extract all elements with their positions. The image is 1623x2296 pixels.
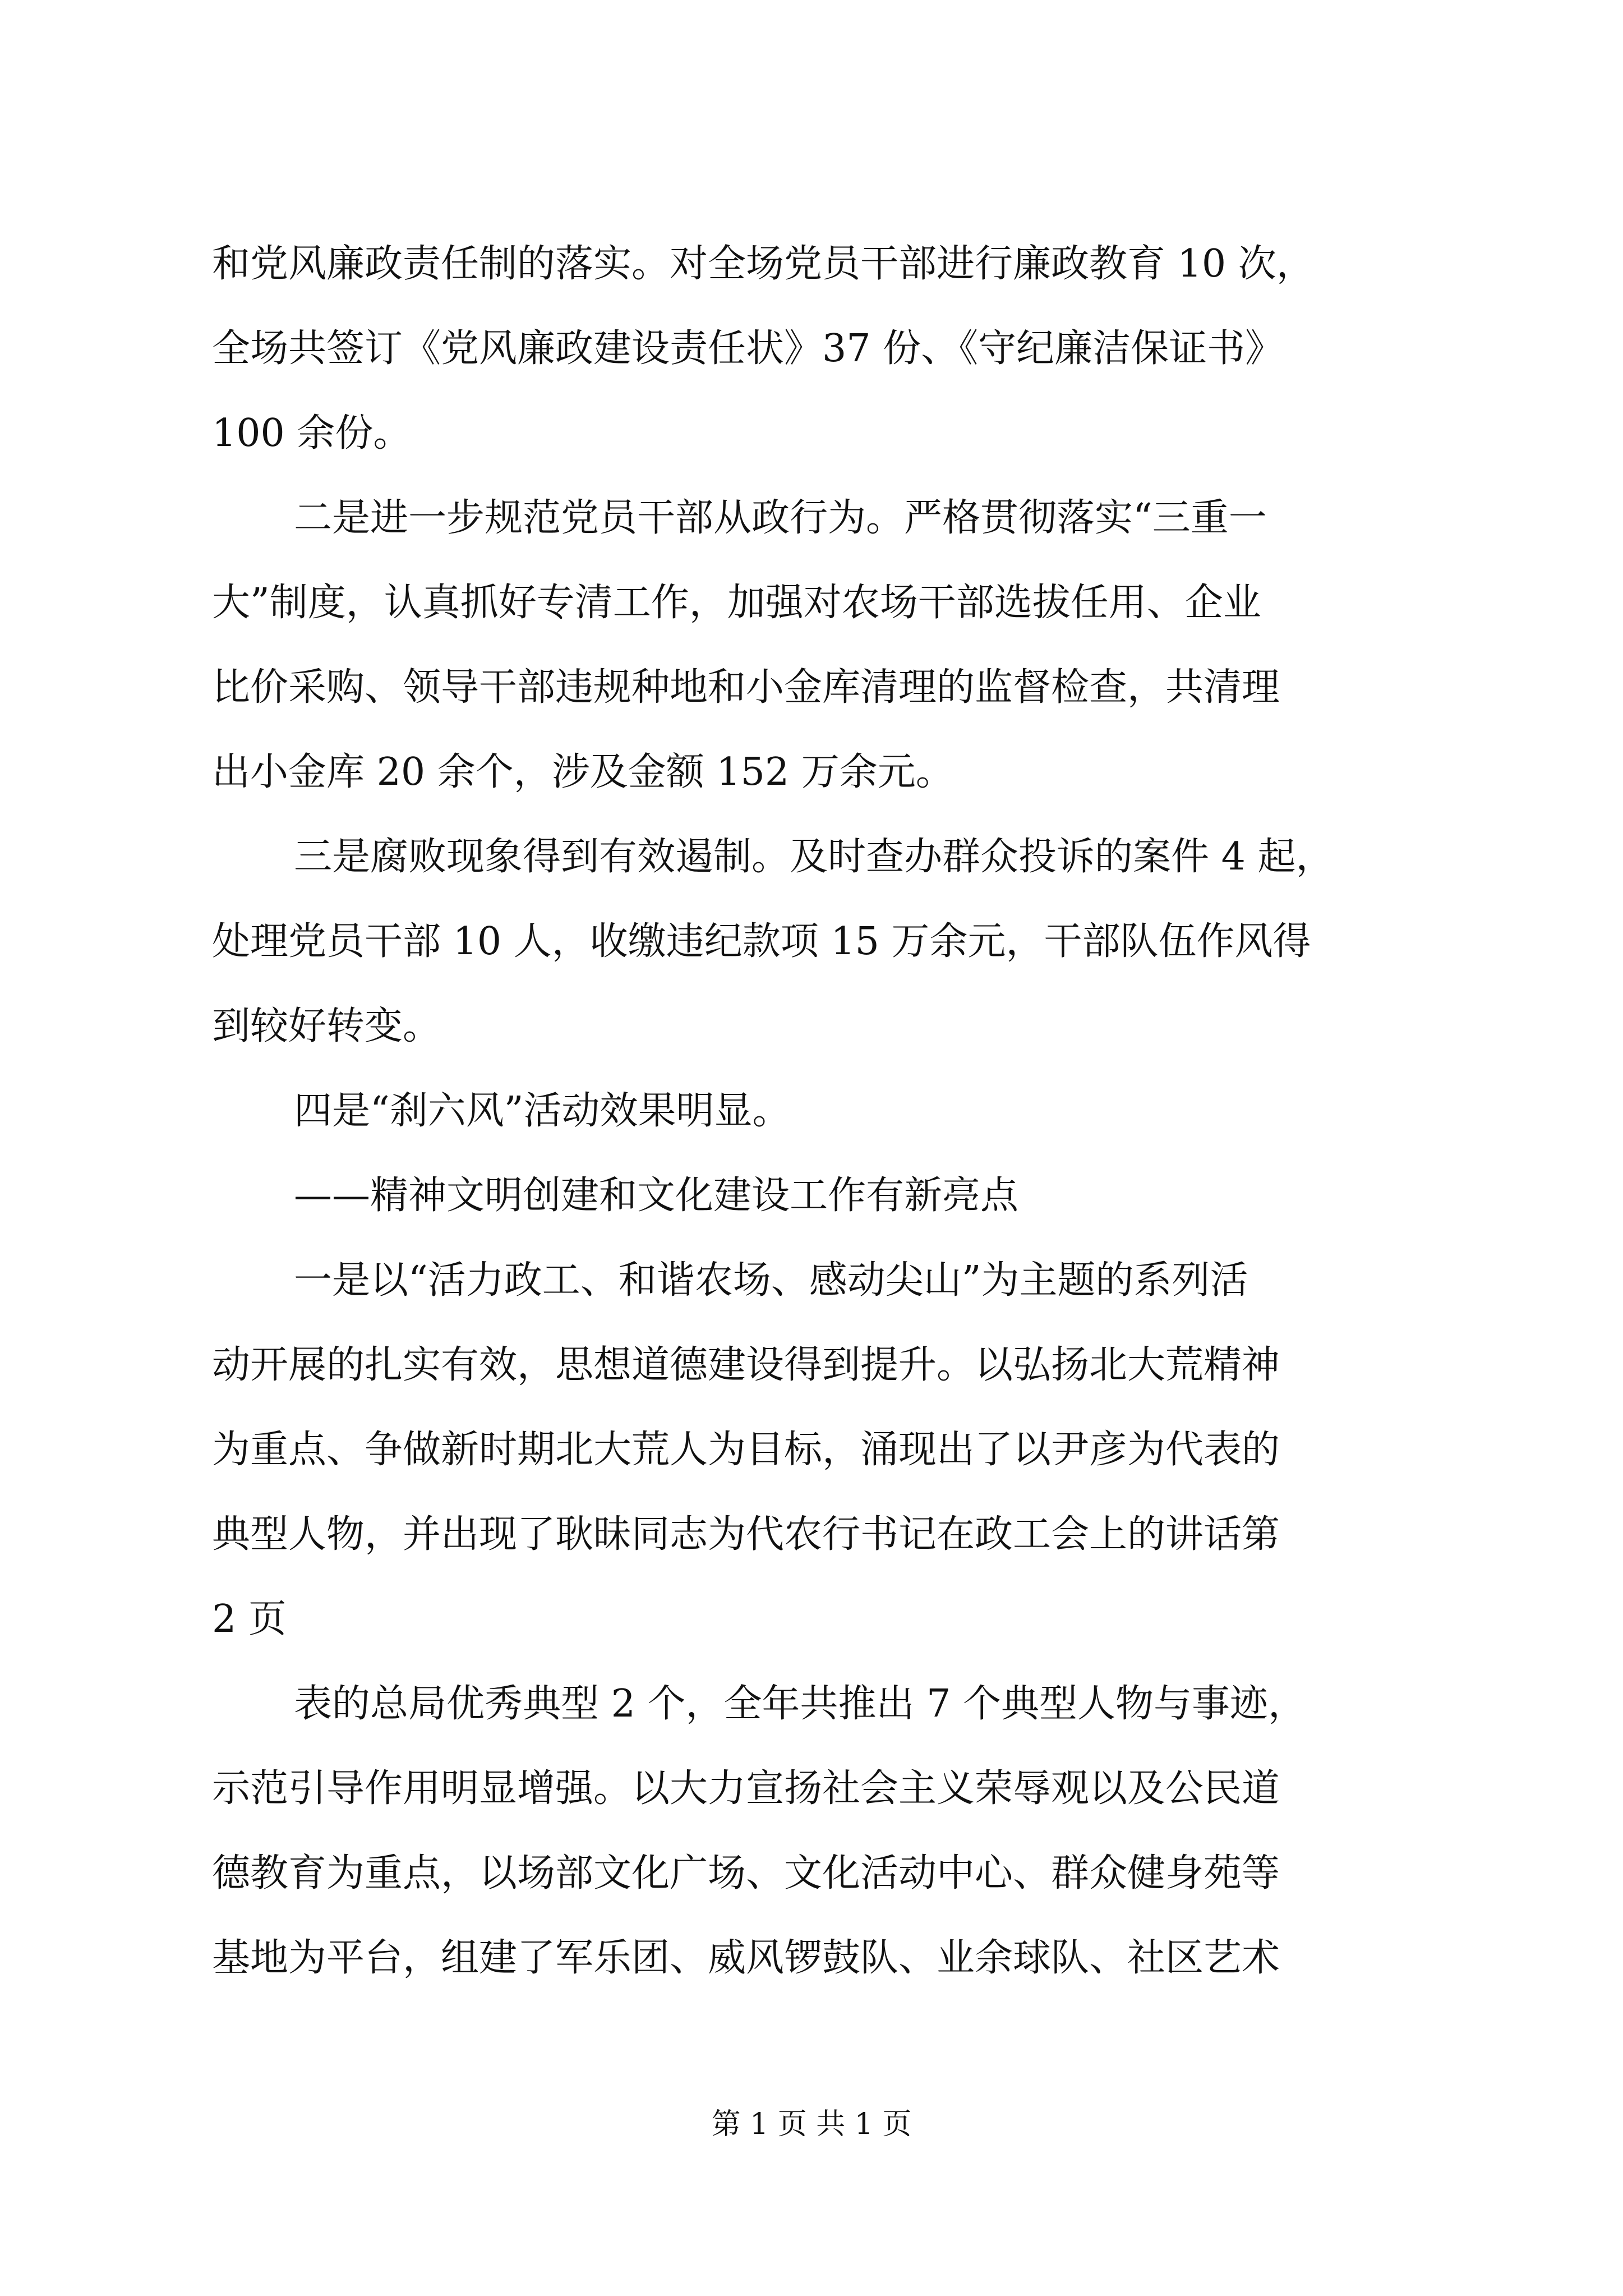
text-line-13: 一是以“活力政工、和谐农场、感动尖山”为主题的系列活 <box>294 1258 1248 1303</box>
text-line-11: 四是“刹六风”活动效果明显。 <box>294 1089 791 1133</box>
document-body <box>212 222 1418 2000</box>
text-line-16: 典型人物，并出现了耿昧同志为代农行书记在政工会上的讲话第 <box>212 1512 1280 1557</box>
text-line-20: 德教育为重点，以场部文化广场、文化活动中心、群众健身苑等 <box>212 1851 1280 1895</box>
text-line-21: 基地为平台，组建了军乐团、威风锣鼓队、业余球队、社区艺术 <box>212 1936 1280 1980</box>
text-line-10: 到较好转变。 <box>212 1004 441 1048</box>
text-line-8: 三是腐败现象得到有效遏制。及时查办群众投诉的案件 4 起， <box>294 835 1334 879</box>
text-line-2: 全场共签订《党风廉政建设责任状》37 份、《守纪廉洁保证书》 <box>212 326 1284 371</box>
text-line-6: 比价采购、领导干部违规种地和小金库清理的监督检查，共清理 <box>212 665 1280 710</box>
section-heading: ——精神文明创建和文化建设工作有新亮点 <box>294 1174 1019 1218</box>
page-indicator: 第 1 页 共 1 页 <box>711 2108 912 2141</box>
text-line-14: 动开展的扎实有效，思想道德建设得到提升。以弘扬北大荒精神 <box>212 1343 1280 1387</box>
text-line-4: 二是进一步规范党员干部从政行为。严格贯彻落实“三重一 <box>294 496 1267 540</box>
text-line-3: 100 余份。 <box>212 411 412 455</box>
text-line-9: 处理党员干部 10 人，收缴违纪款项 15 万余元，干部队伍作风得 <box>212 919 1311 964</box>
text-line-15: 为重点、争做新时期北大荒人为目标，涌现出了以尹彦为代表的 <box>212 1428 1280 1472</box>
page-footer <box>0 2105 1623 2144</box>
text-line-1: 和党风廉政责任制的落实。对全场党员干部进行廉政教育 10 次， <box>212 242 1315 286</box>
text-line-7: 出小金库 20 余个，涉及金额 152 万余元。 <box>212 750 954 794</box>
text-line-17: 2 页 <box>212 1597 287 1641</box>
text-line-18: 表的总局优秀典型 2 个，全年共推出 7 个典型人物与事迹， <box>294 1682 1306 1726</box>
text-line-19: 示范引导作用明显增强。以大力宣扬社会主义荣辱观以及公民道 <box>212 1766 1280 1811</box>
text-line-5: 大”制度，认真抓好专清工作，加强对农场干部选拔任用、企业 <box>212 581 1261 625</box>
